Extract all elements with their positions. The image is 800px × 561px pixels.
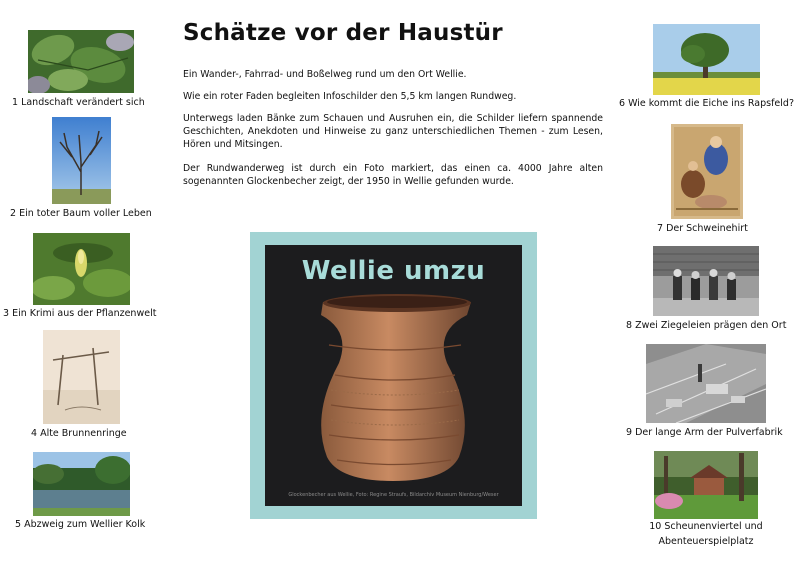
item-5-caption: 5 Abzweig zum Wellier Kolk bbox=[15, 519, 146, 530]
item-6-caption: 6 Wie kommt die Eiche ins Rapsfeld? bbox=[619, 98, 794, 109]
intro-paragraph-1: Ein Wander-, Fahrrad- und Boßelweg rund um den Ort Wellie. bbox=[183, 69, 467, 80]
intro-paragraph-3: Unterwegs laden Bänke zum Schauen und Ausruhen ein, die Schilder liefern spannende Geschichten, Anekdoten und Hinweise zu ganz unterschiedlichen Themen - zum Lesen, Hören und Mitsingen. bbox=[183, 113, 603, 150]
page-title: Schätze vor der Haustür bbox=[183, 20, 503, 46]
item-10-caption: 10 Scheunenviertel und bbox=[649, 521, 763, 532]
leaves-photo bbox=[28, 30, 134, 93]
well-sketch bbox=[43, 330, 120, 424]
item-8-caption: 8 Zwei Ziegeleien prägen den Ort bbox=[626, 320, 787, 331]
barn-quarter-photo bbox=[654, 451, 758, 519]
bell-beaker-image bbox=[265, 245, 522, 506]
item-3-caption: 3 Ein Krimi aus der Pflanzenwelt bbox=[3, 308, 157, 319]
swineherd-painting bbox=[671, 124, 743, 219]
item-2-caption: 2 Ein toter Baum voller Leben bbox=[10, 208, 152, 219]
poster-credit: Glockenbecher aus Wellie, Foto: Regine Straufs, Bildarchiv Museum Nienburg/Weser bbox=[288, 492, 499, 498]
poster-image bbox=[265, 245, 522, 506]
item-4-caption: 4 Alte Brunnenringe bbox=[31, 428, 127, 439]
item-9-caption: 9 Der lange Arm der Pulverfabrik bbox=[626, 427, 783, 438]
intro-paragraph-2: Wie ein roter Faden begleiten Infoschilder den 5,5 km langen Rundweg. bbox=[183, 91, 517, 102]
intro-paragraph-4: Der Rundwanderweg ist durch ein Foto markiert, das einen ca. 4000 Jahre alten sogenannten Glockenbecher zeigt, der 1950 in Wellie gefunden wurde. bbox=[183, 163, 603, 187]
item-1-caption: 1 Landschaft verändert sich bbox=[12, 97, 145, 108]
pond-photo bbox=[33, 452, 130, 516]
arum-plant-photo bbox=[33, 233, 130, 305]
oak-rapefield-photo bbox=[653, 24, 760, 95]
factory-aerial-photo bbox=[646, 344, 766, 423]
brickworks-workers-photo bbox=[653, 246, 759, 316]
poster-title: Wellie umzu bbox=[301, 256, 486, 286]
dead-tree-photo bbox=[52, 117, 111, 204]
poster-frame bbox=[250, 232, 537, 519]
item-10-caption-line2: Abenteuerspielplatz bbox=[658, 536, 754, 547]
item-7-caption: 7 Der Schweinehirt bbox=[657, 223, 748, 234]
